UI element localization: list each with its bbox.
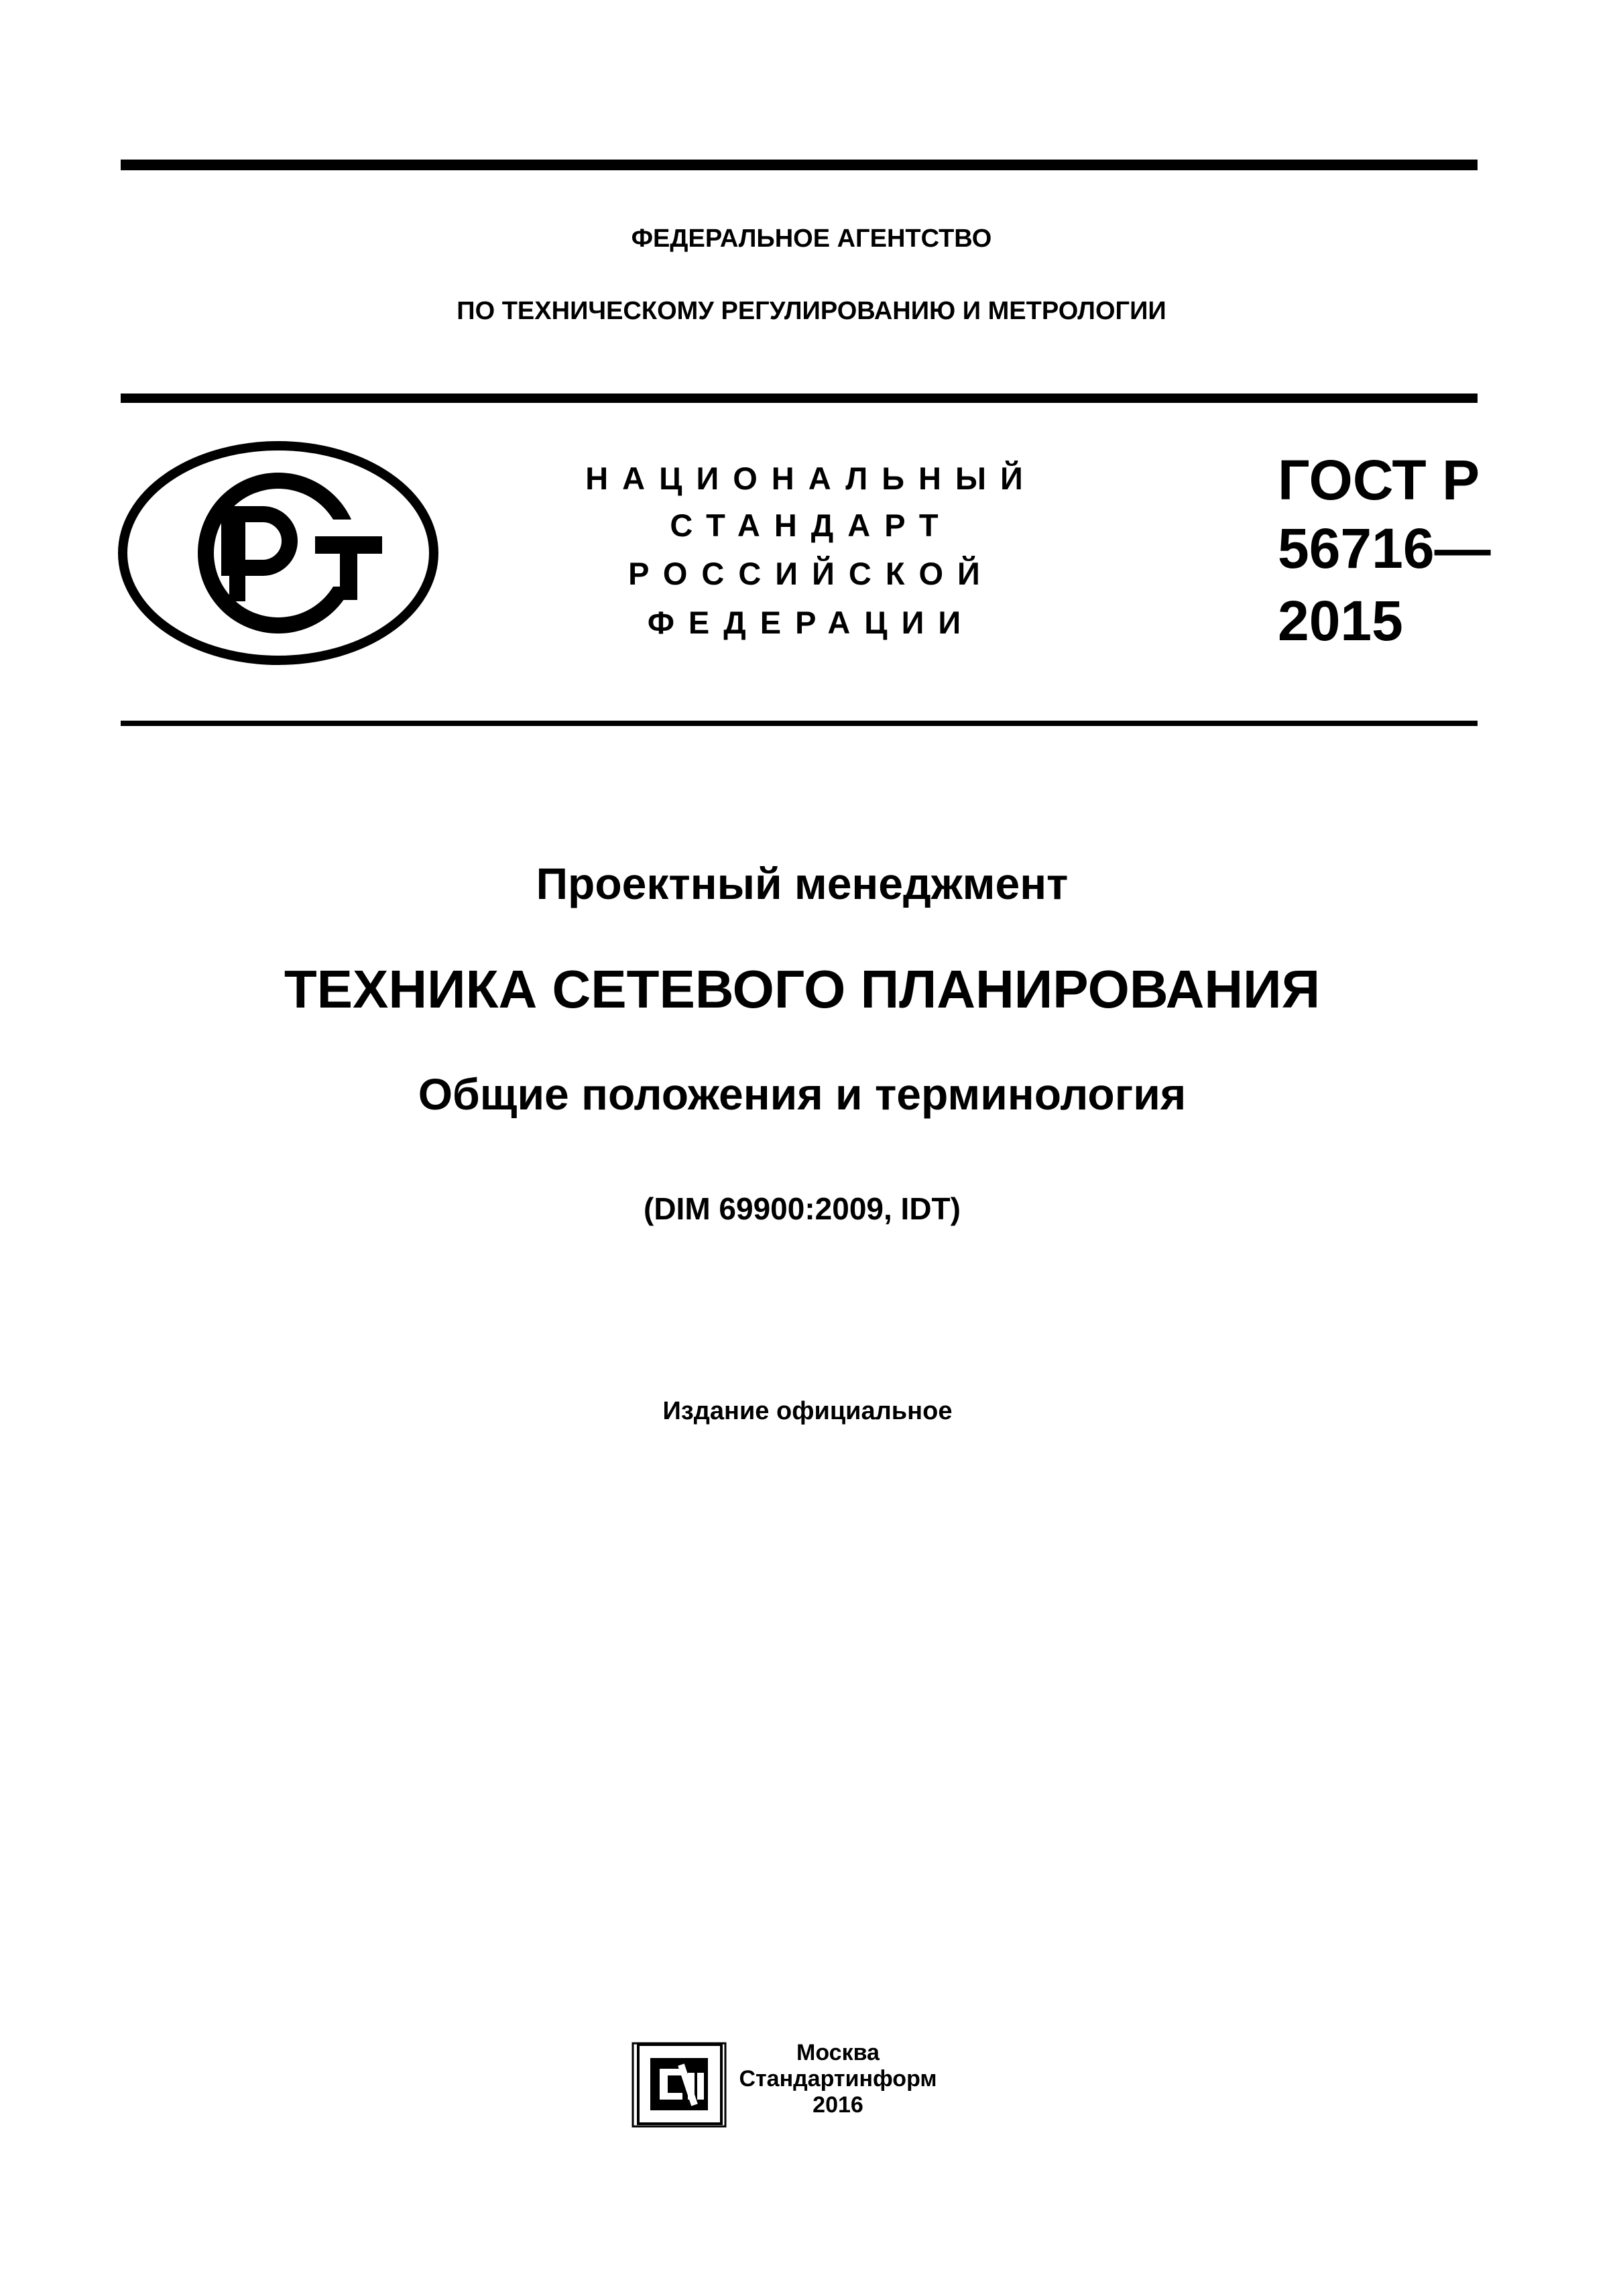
publisher-name: Стандартинформ <box>739 2066 937 2092</box>
designation-line-1: ГОСТ Р <box>1278 448 1480 511</box>
designation-line-3: 2015 <box>1278 589 1403 652</box>
designation-line-2: 56716— <box>1278 517 1491 580</box>
standard-type-line-1: НАЦИОНАЛЬНЫЙ <box>585 461 1037 496</box>
standartinform-logo-icon <box>630 2038 728 2132</box>
standard-type-line-2: СТАНДАРТ <box>670 507 953 543</box>
edition-label: Издание официальное <box>662 1397 953 1425</box>
standard-type-line-3: РОССИЙСКОЙ <box>628 556 994 591</box>
standard-type-line-4: ФЕДЕРАЦИИ <box>647 605 975 640</box>
top-rule <box>121 160 1478 170</box>
rst-conformity-mark-icon <box>114 439 449 667</box>
agency-line-1: ФЕДЕРАЛЬНОЕ АГЕНТСТВО <box>631 225 992 253</box>
title-sub: Общие положения и терминология <box>418 1069 1187 1119</box>
header-rule <box>121 394 1478 403</box>
agency-line-2: ПО ТЕХНИЧЕСКОМУ РЕГУЛИРОВАНИЮ И МЕТРОЛОГИИ <box>457 297 1166 325</box>
title-reference: (DIM 69900:2009, IDT) <box>644 1191 961 1226</box>
title-main: ТЕХНИКА СЕТЕВОГО ПЛАНИРОВАНИЯ <box>284 959 1321 1019</box>
publisher-year: 2016 <box>813 2092 863 2118</box>
title-subject: Проектный менеджмент <box>536 859 1069 908</box>
publisher-city: Москва <box>796 2040 880 2065</box>
designation-rule <box>121 721 1478 726</box>
